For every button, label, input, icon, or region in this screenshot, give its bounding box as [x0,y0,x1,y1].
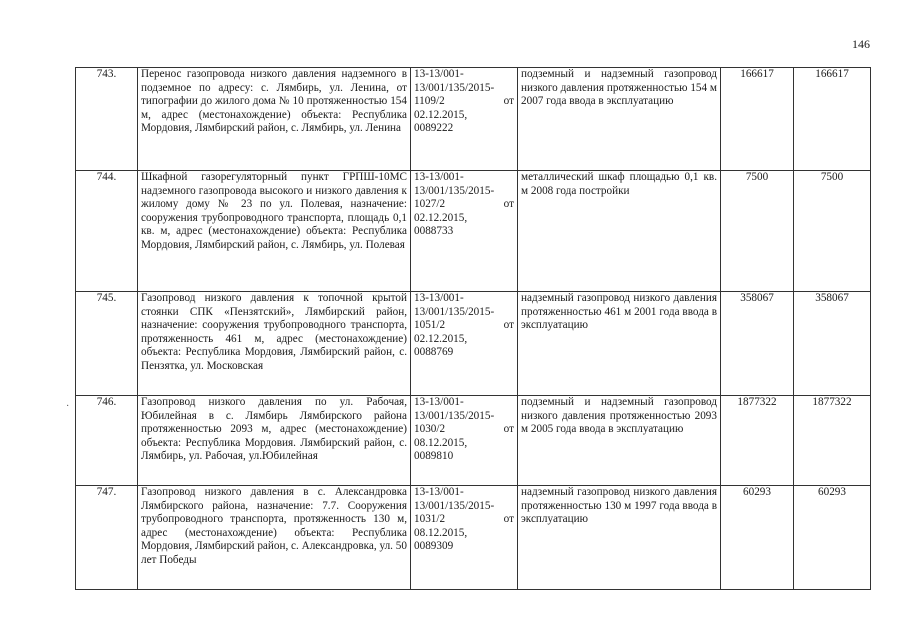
cadastral-line [414,319,514,333]
table-row [76,68,871,171]
cadastral-line: 13/001/135/2015- [414,499,495,512]
cadastral-number-suffix: 1051/2 [414,319,446,332]
table-row [76,171,871,292]
cadastral-date: 08.12.2015, [414,436,468,449]
cadastral-line: 13/001/135/2015- [414,184,495,197]
technical-description: металлический шкаф площадью 0,1 кв. м 2008 года постройки [518,171,721,292]
cadastral-record [411,396,518,486]
cadastral-record [411,486,518,590]
value-cell-1: 358067 [721,292,794,396]
value-cell-1: 60293 [721,486,794,590]
value-cell-2: 7500 [794,171,871,292]
cadastral-line [414,423,514,437]
margin-mark: · [66,401,70,412]
cadastral-code: 0089222 [414,122,454,135]
value-cell-2: 166617 [794,68,871,171]
value-cell-2: 1877322 [794,396,871,486]
row-number: 746. [76,396,138,486]
cadastral-line: 13-13/001- [414,486,464,498]
cadastral-line: 13/001/135/2015- [414,81,495,94]
object-description: Газопровод низкого давления к топочной крытой стоянки СПК «Пензятский», Лямбирский район, назначение: сооружения трубопроводного транспорта, протяженность 461 м, адрес (местонахождение) объекта: Республика Мордовия, Лямбирский район, с. Пензятка, ул. Московская [138,292,411,396]
cadastral-line [414,513,514,527]
row-number: 747. [76,486,138,590]
cadastral-from-word: от [503,319,514,332]
value-cell-1: 1877322 [721,396,794,486]
technical-description: надземный газопровод низкого давления протяженностью 461 м 2001 года ввода в эксплуатацию [518,292,721,396]
cadastral-from-word: от [503,198,514,211]
value-cell-2: 358067 [794,292,871,396]
cadastral-line: 13/001/135/2015- [414,409,495,422]
value-cell-1: 7500 [721,171,794,292]
cadastral-date: 08.12.2015, [414,526,468,539]
technical-description: подземный и надземный газопровод низкого давления протяженностью 2093 м 2005 года ввода в эксплуатацию [518,396,721,486]
cadastral-line [414,198,514,212]
table-row [76,396,871,486]
cadastral-number-suffix: 1030/2 [414,423,446,436]
cadastral-date: 02.12.2015, [414,108,468,121]
cadastral-line: 13-13/001- [414,292,464,304]
cadastral-line: 13-13/001- [414,171,464,183]
row-number: 744. [76,171,138,292]
object-description: Газопровод низкого давления по ул. Рабочая, Юбилейная в с. Лямбирь Лямбирского района протяженностью 2093 м, адрес (местонахождение) объекта: Республика Мордовия. Лямбирский район, с. Лямбирь, ул. Рабочая, ул.Юбилейная [138,396,411,486]
cadastral-record [411,68,518,171]
technical-description: надземный газопровод низкого давления протяженностью 130 м 1997 года ввода в эксплуатацию [518,486,721,590]
cadastral-number-suffix: 1109/2 [414,95,445,108]
cadastral-code: 0088733 [414,225,454,238]
cadastral-record [411,292,518,396]
cadastral-line: 13-13/001- [414,68,464,80]
technical-description: подземный и надземный газопровод низкого давления протяженностью 154 м 2007 года ввода в эксплуатацию [518,68,721,171]
cadastral-number-suffix: 1031/2 [414,513,446,526]
cadastral-code: 0089309 [414,540,454,553]
cadastral-from-word: от [503,95,514,108]
cadastral-code: 0089810 [414,450,454,463]
cadastral-record [411,171,518,292]
object-description: Шкафной газорегуляторный пункт ГРПШ-10МС надземного газопровода высокого и низкого давления к жилому дому № 23 по ул. Полевая, назначение: сооружения трубопроводного транспорта, площадь 0,1 кв. м, адрес (местонахождение) объекта: Республика Мордовия, Лямбирский район, с. Лямбирь, ул. Полевая [138,171,411,292]
table-row [76,292,871,396]
cadastral-number-suffix: 1027/2 [414,198,446,211]
value-cell-2: 60293 [794,486,871,590]
cadastral-date: 02.12.2015, [414,332,468,345]
property-registry-table [75,67,871,590]
cadastral-from-word: от [503,513,514,526]
cadastral-code: 0088769 [414,346,454,359]
object-description: Газопровод низкого давления в с. Александровка Лямбирского района, назначение: 7.7. Сооружения трубопроводного транспорта, протяженность 130 м, адрес (местонахождение) объекта: Республика Мордовия, Лямбирский район, с. Александровка, ул. 50 лет Победы [138,486,411,590]
object-description: Перенос газопровода низкого давления надземного в подземное по адресу: с. Лямбирь, ул. Ленина, от типографии до жилого дома № 10 протяженностью 154 м, адрес (местонахождение) объекта: Республика Мордовия, Лямбирский район, с. Лямбирь, ул. Ленина [138,68,411,171]
cadastral-line: 13-13/001- [414,396,464,408]
cadastral-date: 02.12.2015, [414,211,468,224]
table-row [76,486,871,590]
value-cell-1: 166617 [721,68,794,171]
cadastral-line [414,95,514,109]
page-number: 146 [852,37,870,51]
row-number: 743. [76,68,138,171]
row-number: 745. [76,292,138,396]
cadastral-line: 13/001/135/2015- [414,305,495,318]
cadastral-from-word: от [503,423,514,436]
